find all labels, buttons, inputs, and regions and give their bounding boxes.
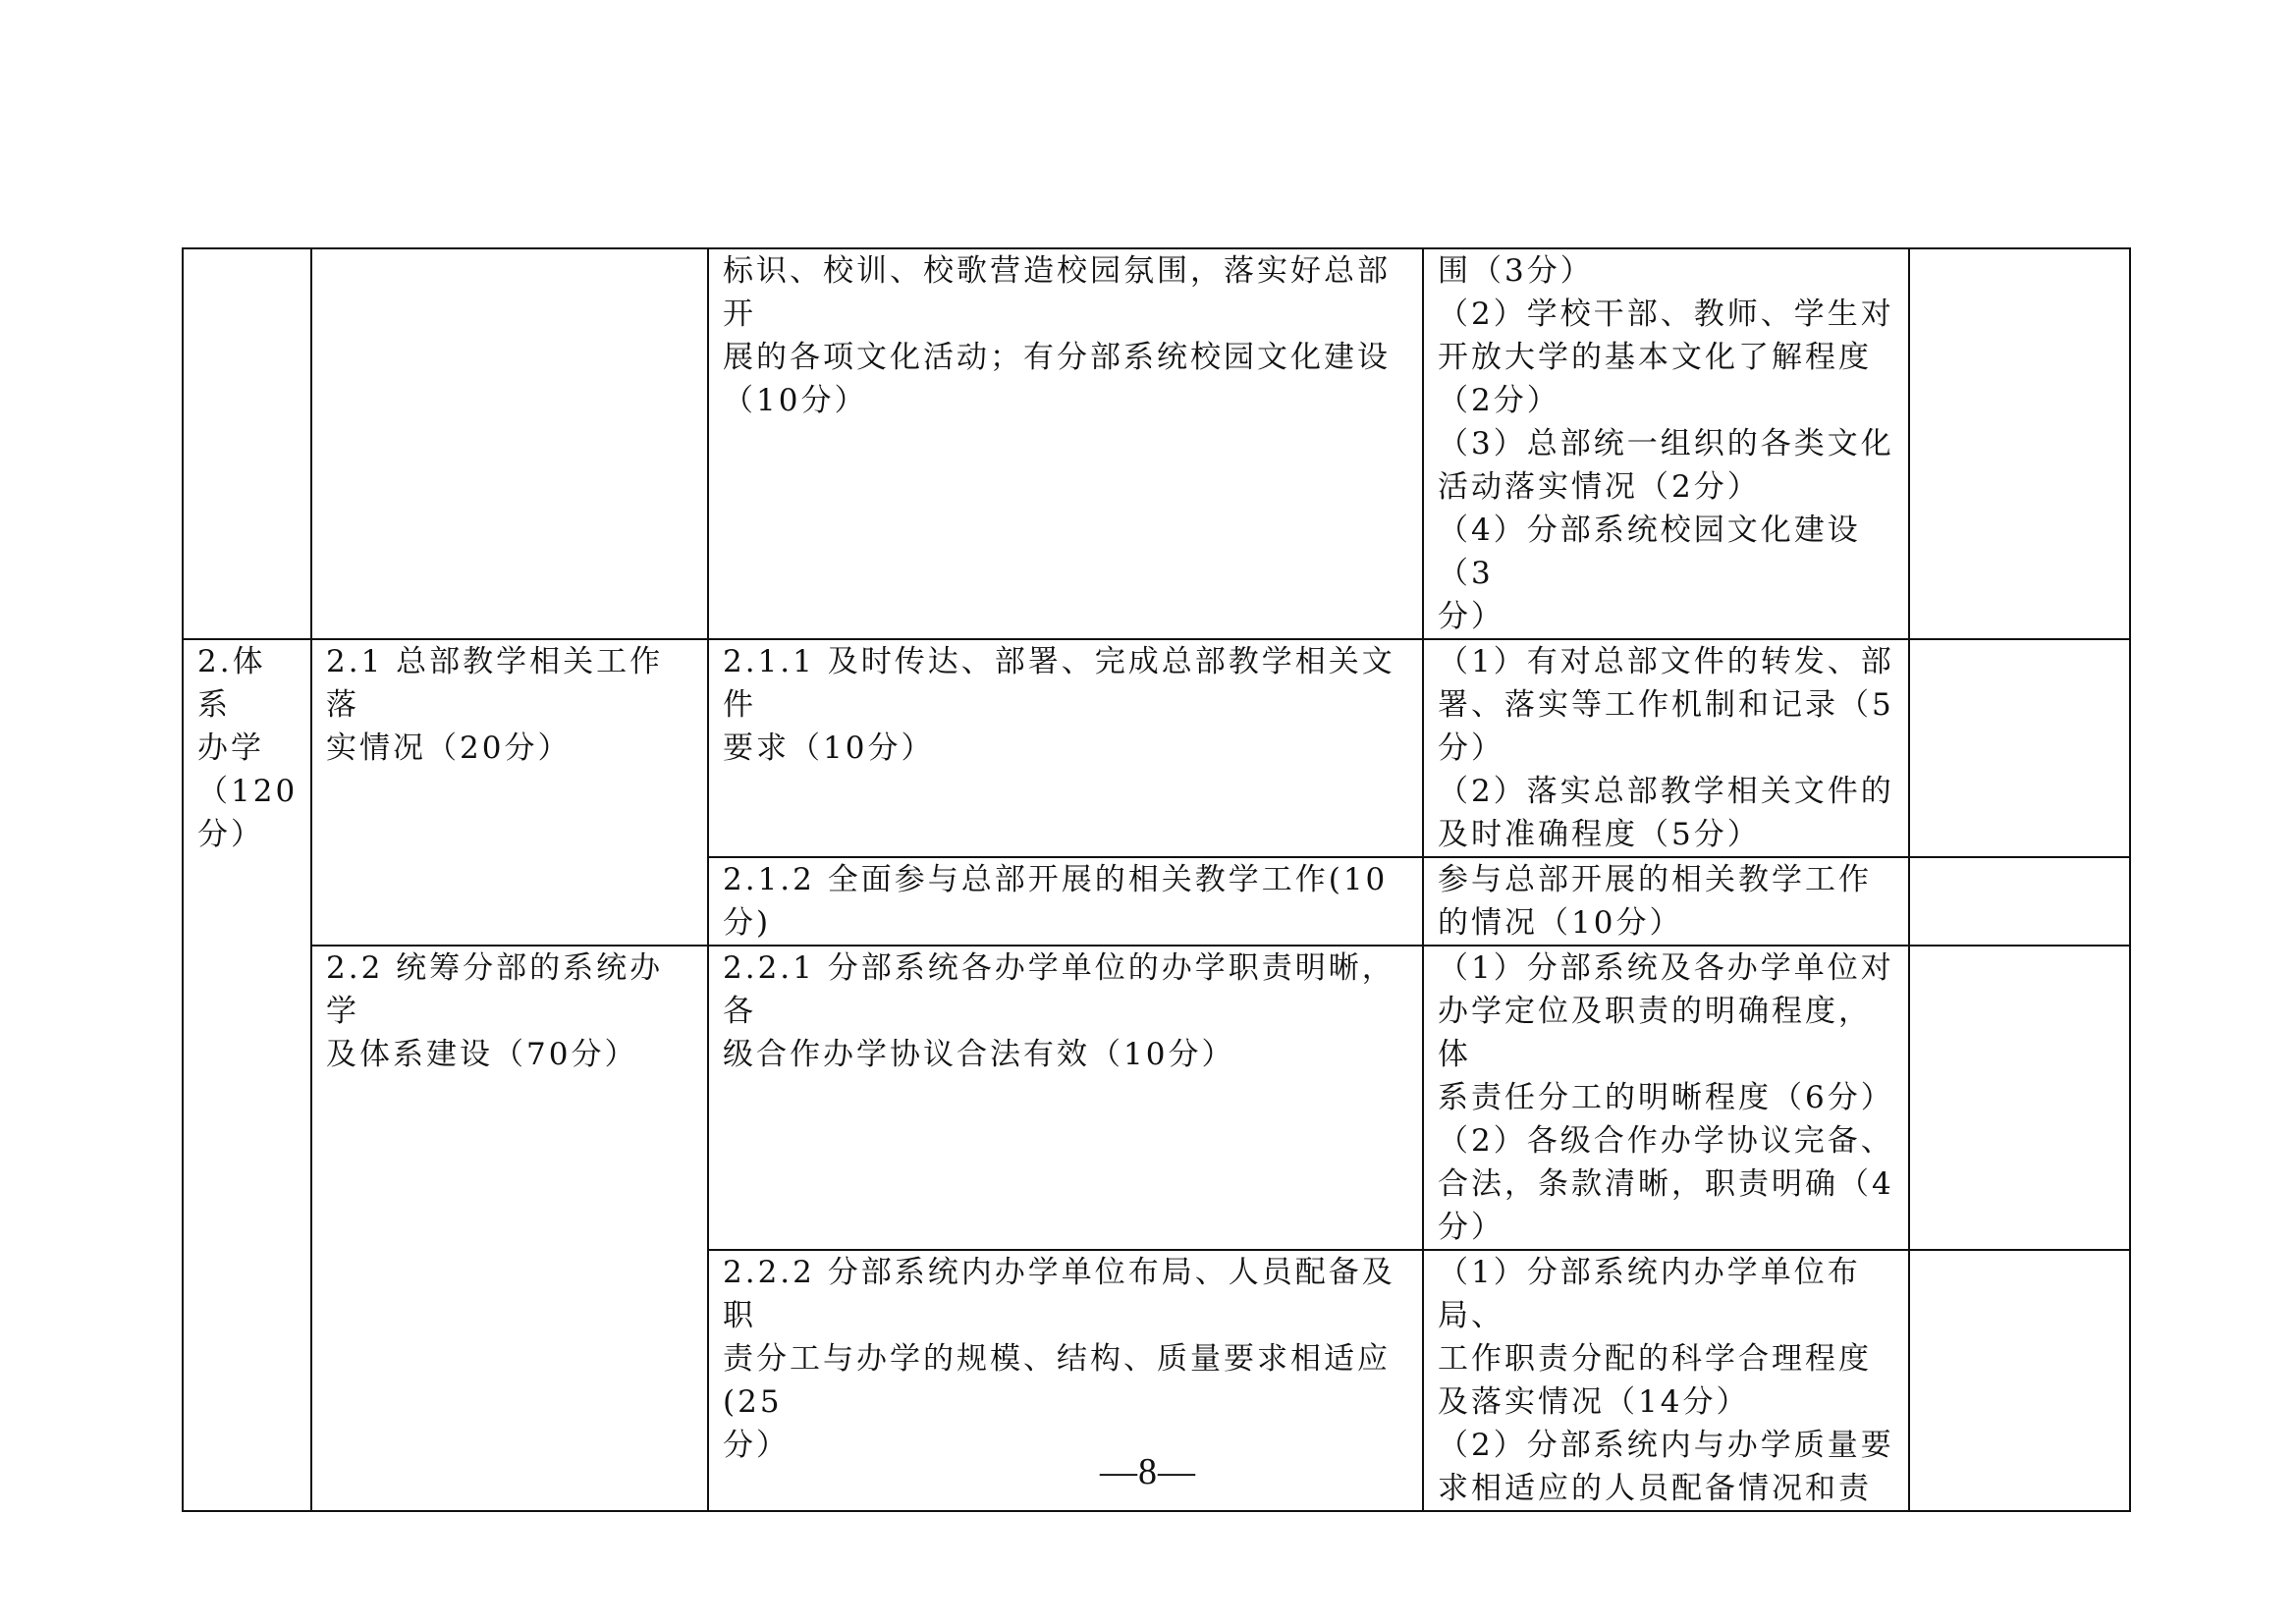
requirement-text: 2.1.2 全面参与总部开展的相关教学工作(10分) bbox=[723, 862, 1389, 941]
requirement-cell bbox=[708, 248, 1423, 639]
requirement-text: 2.2.1 分部系统各办学单位的办学职责明晰，各 级合作办学协议合法有效（10分） bbox=[723, 950, 1395, 1072]
requirement-cell bbox=[708, 639, 1423, 857]
criteria-text: 围（3分） （2）学校干部、教师、学生对 开放大学的基本文化了解程度 （2分） （3）总部统一组织的各类文化 活动落实情况（2分） （4）分部系统校园文化建设（3 分） bbox=[1438, 253, 1894, 634]
subcategory-cell bbox=[311, 248, 708, 639]
criteria-text: （1）分部系统及各办学单位对 办学定位及职责的明确程度，体 系责任分工的明晰程度（6分） （2）各级合作办学协议完备、 合法，条款清晰，职责明确（4 分） bbox=[1438, 950, 1894, 1245]
criteria-text: （1）分部系统内办学单位布局、 工作职责分配的科学合理程度 及落实情况（14分） （2）分部系统内与办学质量要 求相适应的人员配备情况和责 bbox=[1438, 1255, 1894, 1506]
criteria-text: （1）有对总部文件的转发、部 署、落实等工作机制和记录（5 分） （2）落实总部教学相关文件的 及时准确程度（5分） bbox=[1438, 644, 1894, 852]
criteria-cell bbox=[1423, 639, 1909, 857]
score-cell bbox=[1909, 946, 2130, 1250]
subcategory-cell bbox=[311, 639, 708, 946]
requirement-text: 标识、校训、校歌营造校园氛围，落实好总部开 展的各项文化活动；有分部系统校园文化建设 （10分） bbox=[723, 253, 1391, 418]
evaluation-table bbox=[182, 247, 2131, 1512]
requirement-text: 2.1.1 及时传达、部署、完成总部教学相关文件 要求（10分） bbox=[723, 644, 1395, 766]
table-row bbox=[183, 946, 2130, 1250]
category-cell bbox=[183, 639, 311, 1511]
requirement-cell bbox=[708, 857, 1423, 946]
requirement-text: 2.2.2 分部系统内办学单位布局、人员配备及职 责分工与办学的规模、结构、质量要求相适应(25 分） bbox=[723, 1255, 1395, 1463]
category-label: 2.体系 办学 （120 分） bbox=[197, 644, 299, 852]
category-cell bbox=[183, 248, 311, 639]
score-cell bbox=[1909, 639, 2130, 857]
page-number: —8— bbox=[1100, 1451, 1196, 1492]
table-row bbox=[183, 639, 2130, 857]
score-cell bbox=[1909, 248, 2130, 639]
criteria-cell bbox=[1423, 946, 1909, 1250]
requirement-cell bbox=[708, 946, 1423, 1250]
criteria-cell bbox=[1423, 857, 1909, 946]
criteria-cell bbox=[1423, 248, 1909, 639]
table-row bbox=[183, 248, 2130, 639]
score-cell bbox=[1909, 857, 2130, 946]
subcategory-label: 2.2 统筹分部的系统办学 及体系建设（70分） bbox=[326, 950, 664, 1072]
subcategory-cell bbox=[311, 946, 708, 1511]
criteria-text: 参与总部开展的相关教学工作 的情况（10分） bbox=[1438, 862, 1872, 941]
subcategory-label: 2.1 总部教学相关工作落 实情况（20分） bbox=[326, 644, 664, 766]
